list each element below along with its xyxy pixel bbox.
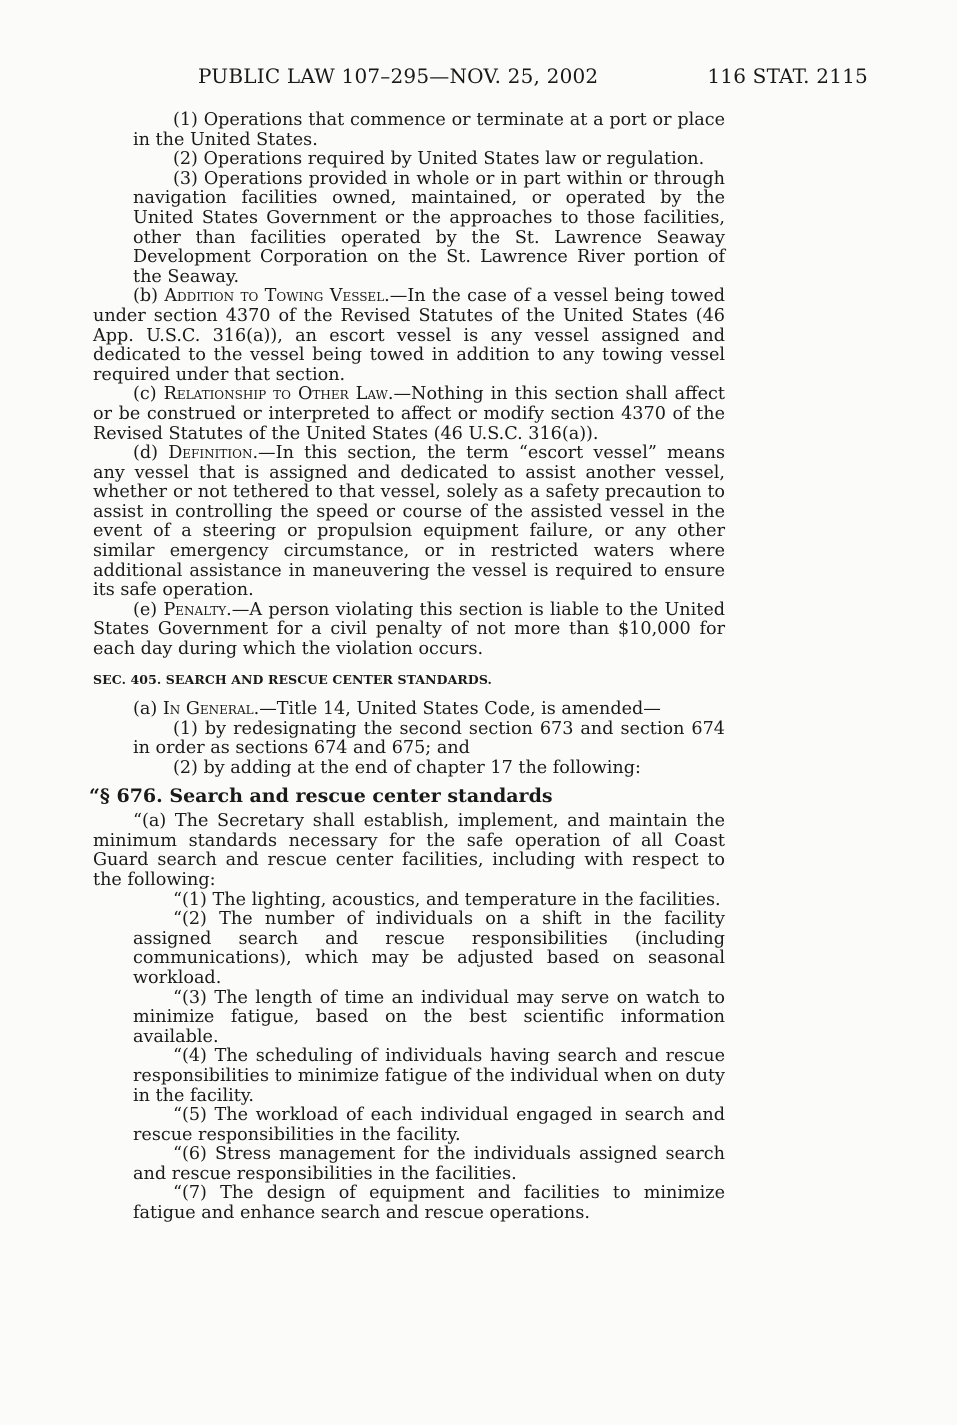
running-header	[198, 64, 868, 88]
header-law-citation: PUBLIC LAW 107–295—NOV. 25, 2002	[198, 64, 599, 88]
subsection-c-heading: Relationship to Other Law	[163, 384, 388, 405]
document-body	[89, 110, 726, 1224]
header-stat-page: 116 STAT. 2115	[707, 64, 868, 88]
inserted-subsection-a: “(a) The Secretary shall establish, implement, and maintain the minimum standards necessary for the safe operation of all Coast Guard search and rescue center facilities, including with respect to the following:	[93, 811, 725, 890]
section-heading: SEC. 405. SEARCH AND RESCUE CENTER STANDARDS.	[93, 671, 492, 687]
subsection-b: (b) Addition to Towing Vessel.—In the case of a vessel being towed under section 4370 of the Revised Statutes of the United States (46 App. U.S.C. 316(a)), an escort vessel is any vessel assigned and dedicated to the vessel being towed in addition to any towing vessel required under that section.	[93, 286, 726, 385]
standard-item-2: “(2) The number of individuals on a shift in the facility assigned search and rescue responsibilities (including communications), which may be adjusted based on seasonal workload.	[133, 909, 725, 988]
subsection-b-heading: Addition to Towing Vessel	[164, 286, 385, 307]
standard-item-7: “(7) The design of equipment and facilities to minimize fatigue and enhance search and rescue operations.	[133, 1183, 725, 1224]
section-subsection-a: (a) In General.—Title 14, United States Code, is amended—	[133, 699, 661, 720]
paragraph-1: (1) Operations that commence or terminate at a port or place in the United States.	[133, 110, 725, 150]
amendment-2: (2) by adding at the end of chapter 17 the following:	[173, 758, 641, 778]
subsection-e-heading: Penalty	[163, 599, 227, 620]
paragraph-2: (2) Operations required by United States law or regulation.	[173, 149, 705, 170]
section-subsection-a-heading: In General	[162, 699, 254, 720]
standard-item-1: “(1) The lighting, acoustics, and temperature in the facilities.	[173, 889, 721, 910]
subsection-c: (c) Relationship to Other Law.—Nothing in this section shall affect or be construed or interpreted to affect or modify section 4370 of the Revised Statutes of the United States (46 U.S.C. 316(a)).	[93, 384, 725, 444]
amendment-1: (1) by redesignating the second section 673 and section 674 in order as sections 674 and 675; and	[133, 718, 725, 759]
subsection-d: (d) Definition.—In this section, the term “escort vessel” means any vessel that is assigned and dedicated to assist another vessel, whether or not tethered to that vessel, solely as a safety precaution to assist in controlling the speed or course of the assisted vessel in the event of a steering or propulsion equipment failure, or any other similar emergency circumstance, or in restricted waters where additional assistance in maneuvering the vessel is required to ensure its safe operation.	[93, 443, 725, 601]
inserted-section-title: “§ 676. Search and rescue center standards	[89, 784, 553, 807]
standard-item-5: “(5) The workload of each individual engaged in search and rescue responsibilities in the facility.	[133, 1105, 725, 1145]
standard-item-4: “(4) The scheduling of individuals having search and rescue responsibilities to minimize fatigue of the individual when on duty in the facility.	[133, 1046, 725, 1106]
standard-item-6: “(6) Stress management for the individuals assigned search and rescue responsibilities in the facilities.	[133, 1144, 725, 1184]
paragraph-3: (3) Operations provided in whole or in part within or through navigation facilities owned, maintained, or operated by the United States Government or the approaches to those facilities, other than facilities operated by the St. Lawrence Seaway Development Corporation on the St. Lawrence River portion of the Seaway.	[133, 168, 725, 287]
subsection-d-heading: Definition	[168, 443, 253, 464]
subsection-e: (e) Penalty.—A person violating this section is liable to the United States Government for a civil penalty of not more than $10,000 for each day during which the violation occurs.	[93, 599, 726, 660]
standard-item-3: “(3) The length of time an individual may serve on watch to minimize fatigue, based on the best scientific information available.	[133, 987, 725, 1047]
